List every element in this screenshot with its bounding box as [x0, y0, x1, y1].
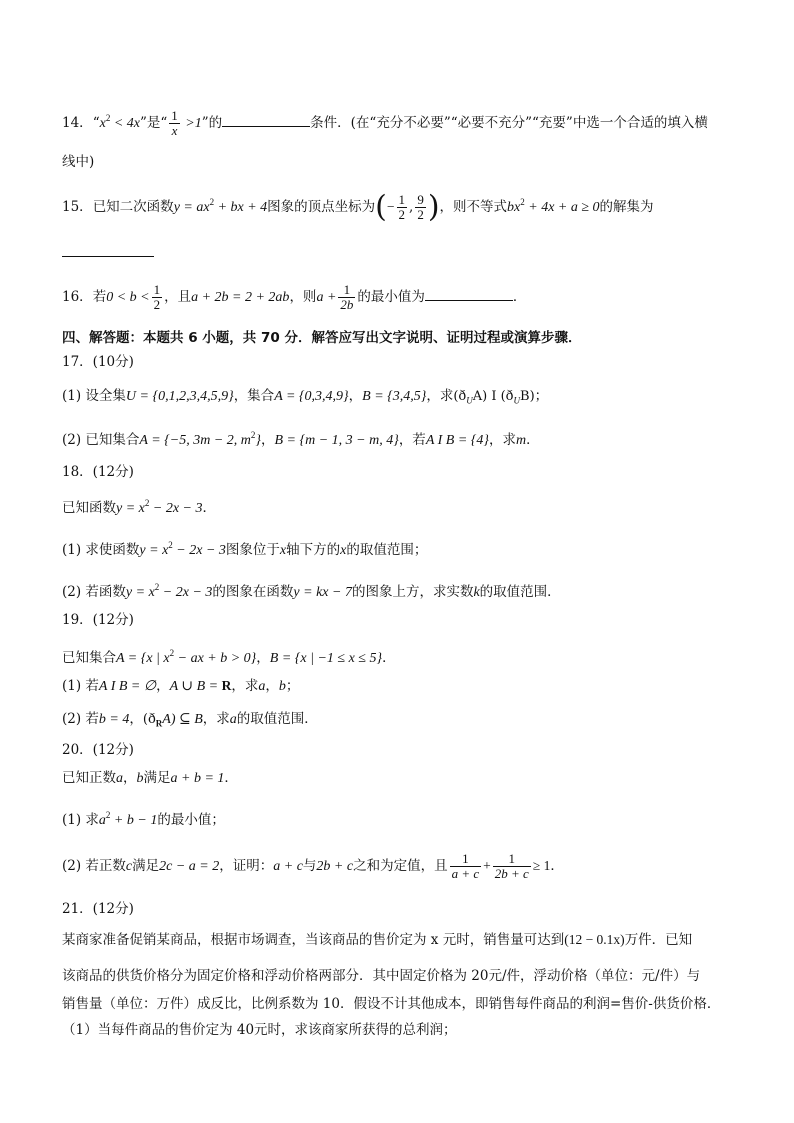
vertex-close-paren: )	[427, 189, 440, 225]
vertex-open-paren: (	[375, 189, 387, 225]
q21-line3: 销售量（单位：万件）成反比，比例系数为 10．假设不计其他成本，即销售每件商品的利润=售价-供货价格．	[62, 996, 721, 1012]
section-heading: 四、解答题：本题共 6 小题，共 70 分．解答应写出文字说明、证明过程或演算步骤．	[62, 330, 582, 346]
q21-line1: 某商家准备促销某商品，根据市场调查，当该商品的售价定为 x 元时，销售量可达到(12 − 0.1x)万件．已知	[62, 932, 693, 948]
fraction: $\frac{1}{x}$	[171, 108, 178, 138]
q19-intro: 已知集合A = {x | $x^2$ − ax + b > 0}，B = {x | −1 ≤ x ≤ 5}．	[62, 648, 396, 666]
q17-part2: (2) 已知集合A = {−5, 3m − 2, $m^2$}，B = {m − 1, 3 − m, 4}，若A I B = {4}，求m．	[62, 430, 540, 448]
fraction: $\frac{1}{2b + c}$	[494, 851, 529, 881]
q19-part1: (1) 若A I B = ∅，A ∪ B = R，求a，b；	[62, 678, 300, 694]
q17-head: 17．(10分)	[62, 354, 134, 370]
q20-head: 20．(12分)	[62, 742, 134, 758]
q18-part2: (2) 若函数$y = x^2 - 2x - 3$的图象在函数y = kx − 7的图象上方，求实数k的取值范围．	[62, 582, 561, 600]
fraction: $\frac{1}{2b}$	[340, 282, 354, 312]
q21-line2: 该商品的供货价格分为固定价格和浮动价格两部分．其中固定价格为 20元/件，浮动价格（单位：元/件）与	[62, 968, 701, 984]
q19-part2: (2) 若b = 4，$(ð_RA)$ ⊆ B，求a的取值范围．	[62, 711, 318, 729]
q20-intro: 已知正数a，b满足a + b = 1．	[62, 770, 238, 786]
q15-line1: 15．已知二次函数$y = ax^2$ + bx + 4图象的顶点坐标为(− $\frac{1}{2}$ , $\frac{9}{2}$ )，则不等式$bx^2 + 4x + a \ge 0$的解集为	[62, 189, 654, 225]
vertex-x-fraction: $\frac{1}{2}$	[398, 192, 406, 222]
q18-part1: (1) 求使函数$y = x^2 - 2x - 3$图象位于x轴下方的x的取值范围；	[62, 540, 428, 558]
q14-line2: 线中)	[62, 154, 95, 170]
q21-part1: （1）当每件商品的售价定为 40元时，求该商家所获得的总利润；	[62, 1022, 457, 1038]
answer-blank[interactable]	[425, 286, 513, 301]
q18-intro: 已知函数$y = x^2 - 2x - 3$．	[62, 498, 216, 516]
q14-line1: 14．“$x^2 < 4x$”是“ $\frac{1}{x}$ >1”的 条件．(在“充分不必要”“必要不充分”“充要”中选一个合适的填入横	[62, 108, 708, 138]
q19-head: 19．(12分)	[62, 612, 134, 628]
q20-part1: (1) 求$a^2 + b - 1$的最小值；	[62, 810, 225, 828]
q20-part2: (2) 若正数c满足2c − a = 2，证明：a + c与2b + c之和为定值，且 $\frac{1}{a + c}$ + $\frac{1}{2b + c}$ ≥ 1．	[62, 851, 564, 881]
q17-part1: (1) 设全集U = {0,1,2,3,4,5,9}，集合A = {0,3,4,9}，B = {3,4,5}，求$(ð_UA)$ I $(ð_UB)$；	[62, 388, 549, 406]
fraction: $\frac{1}{a + c}$	[451, 851, 480, 881]
answer-blank[interactable]	[222, 112, 310, 127]
q15-answer-blank[interactable]	[62, 242, 154, 263]
fraction: $\frac{1}{2}$	[153, 282, 161, 312]
vertex-y-fraction: $\frac{9}{2}$	[417, 192, 424, 222]
q21-head: 21．(12分)	[62, 901, 134, 917]
q18-head: 18．(12分)	[62, 464, 134, 480]
q16-line: 16．若0 < b < $\frac{1}{2}$ ，且a + 2b = 2 + 2ab，则a + $\frac{1}{2b}$ 的最小值为 ．	[62, 282, 527, 312]
